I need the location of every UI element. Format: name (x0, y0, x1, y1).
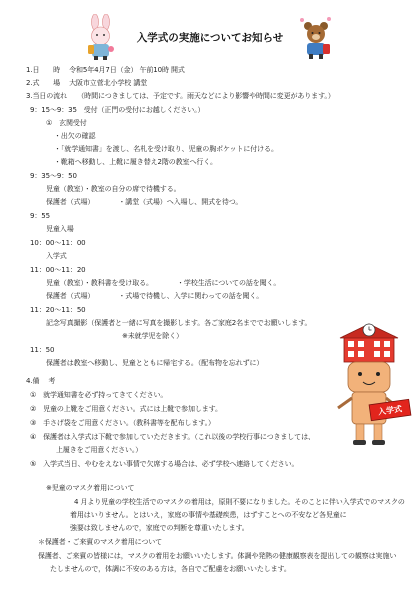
mask-text: 強要は致しませんので，家庭での判断を尊重いたします。 (70, 524, 249, 532)
schedule-time: 10：00～11：00 (30, 239, 86, 247)
parent-mask-text: たしませんので，体調に不安のある方は，各自でご配慮をお願いいたします。 (50, 565, 291, 573)
reception-bullet: ・「就学通知書」を渡し、名札を受け取り、児童の胸ポケットに付ける。 (54, 145, 278, 153)
section-schedule-heading: 3.当日の流れ （時間につきましては、予定です。雨天などにより影響や時間に変更があります。） (26, 92, 335, 100)
note-item: ③ 手さげ袋をご用意ください。（教科書等を配布します。） (30, 419, 215, 427)
note-item: ⑤ 入学式当日、やむをえない事情で欠席する場合は、必ず学校へ連絡してください。 (30, 460, 299, 468)
page-title: 入学式の実施についてお知らせ (136, 32, 284, 44)
parent-mask-heading: ＊保護者・ご来賓のマスク着用について (38, 538, 163, 546)
schedule-time: 11：00～11：20 (30, 266, 86, 274)
entrance-ceremony-sign: 入学式 (377, 404, 403, 417)
mask-heading: ※児童のマスク着用について (46, 484, 135, 492)
schedule-detail: 記念写真撮影（保護者と一緒に写真を撮影します。各ご家庭2名まででお願いします。 (46, 319, 312, 327)
note-item: ② 児童の上靴をご用意ください。式には上靴で参加します。 (30, 405, 222, 413)
schedule-time-reception: 9：15～9：35 受付（正門の受付にお越しください。） (30, 106, 205, 114)
mask-text: 4 月より児童の学校生活でのマスクの着用は，原則不要になりました。そのことに伴い入学式でのマスクの (74, 498, 405, 506)
schedule-detail: 児童入場 (46, 225, 74, 233)
schedule-detail: 児童（教室）・教室の自分の席で待機する。 (46, 185, 181, 193)
schedule-detail: 保護者（式場） ・講堂（式場）へ入場し、開式を待つ。 (46, 198, 243, 206)
section-notes-heading: 4.備 考 (26, 377, 56, 385)
reception-step: ① 玄関受付 (46, 119, 87, 127)
schedule-detail: ※未就学児を除く） (122, 332, 183, 340)
parent-mask-text: 保護者、ご来賓の皆様には，マスクの着用をお願いいたします。体調や発熱の健康観察表を提出しての観察は実施い (38, 552, 397, 560)
school-mascot-illustration (330, 318, 412, 448)
note-item-continued: 上履きをご用意ください。） (56, 446, 143, 454)
note-item: ④ 保護者は入学式は下靴で参加していただきます。（これ以後の学校行事につきましては、 (30, 433, 315, 441)
schedule-detail: 保護者は教室へ移動し、児童とともに帰宅する。（配布物を忘れずに） (46, 359, 264, 367)
reception-bullet: ・靴箱へ移動し、上靴に履き替え2階の教室へ行く。 (54, 158, 217, 166)
schedule-detail: 保護者（式場） ・式場で待機し、入学に関わっての話を聞く。 (46, 292, 264, 300)
schedule-time: 9：55 (30, 212, 50, 220)
schedule-detail: 児童（教室）・教科書を受け取る。 ・学校生活についての話を聞く。 (46, 279, 281, 287)
schedule-detail: 入学式 (46, 252, 67, 260)
section-date: 1.日 時 令和5年4月7日（金） 午前10時 開式 (26, 66, 185, 74)
section-venue: 2.式 場 大阪市立菅北小学校 講堂 (26, 79, 148, 87)
mask-text: 着用はいりません。とはいえ，家庭の事情や基礎疾患，はずすことへの不安など各児童に (70, 511, 347, 519)
schedule-time: 9：35～9：50 (30, 172, 77, 180)
schedule-time: 11：20～11：50 (30, 306, 86, 314)
note-item: ① 就学通知書を必ず持ってきてください。 (30, 391, 168, 399)
reception-bullet: ・出欠の確認 (54, 132, 96, 140)
schedule-time: 11：50 (30, 346, 55, 354)
